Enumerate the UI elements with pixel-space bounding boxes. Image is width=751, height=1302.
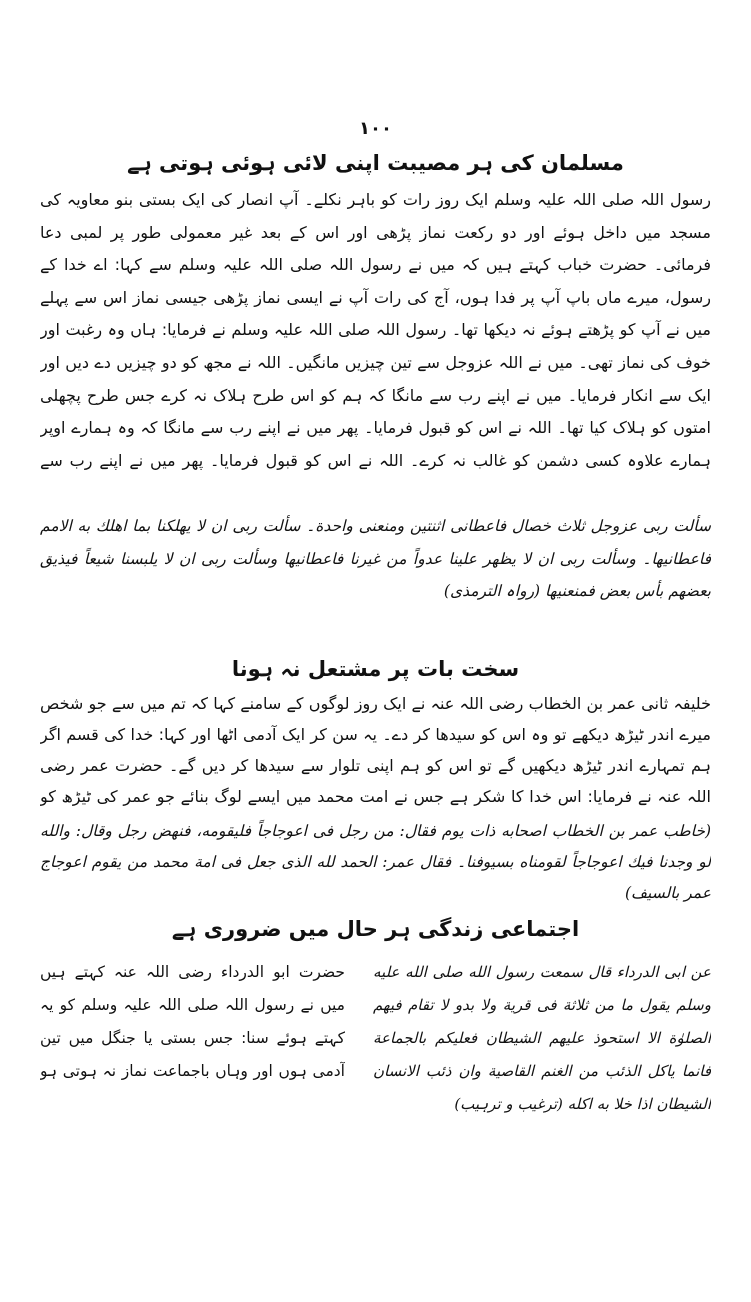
section-3-arabic-column: عن ابی الدرداء قال سمعت رسول الله صلی الله علیه وسلم یقول ما من ثلاثة فی قریة ولا بدو لا تقام فیهم الصلوٰة الا استحوذ علیهم الشیطان فعلیکم بالجماعة فانما یاکل الذئب من الغنم القاصیة وان ذئب الانسان الشیطان اذا خلا به اکله (ترغیب و ترہیب)	[373, 963, 711, 1113]
section-1-heading: مسلمان کی ہر مصیبت اپنی لائی ہوئی ہوتی ہے	[127, 151, 624, 175]
section-1-urdu-text: رسول اللہ صلی اللہ علیہ وسلم ایک روز رات کو باہر نکلے۔ آپ انصار کی ایک بستی بنو معاویہ کی مسجد میں داخل ہوئے اور دو رکعت نماز پڑھی اور اس کے بعد غیر معمولی طور پر لمبی دعا فرمائی۔ حضرت خباب کہتے ہیں کہ میں نے رسول اللہ صلی اللہ علیہ وسلم سے کہا: اے خدا کے رسول، میرے ماں باپ آپ پر فدا ہوں، آج کی رات آپ نے ایسی نماز پڑھی جیسی نماز اس سے پہلے میں نے آپ کو پڑھتے ہوئے نہ دیکھا تھا۔ رسول اللہ صلی اللہ علیہ وسلم نے فرمایا: ہاں وہ رغبت اور خوف کی نماز تھی۔ میں نے اللہ عزوجل سے تین چیزیں مانگیں۔ اللہ نے مجھ کو دو چیزیں دے دیں اور ایک سے انکار فرمایا۔ میں نے اپنے رب سے مانگا کہ ہم کو اس طرح ہلاک نہ کرے جس طرح پچھلی امتوں کو ہلاک کیا تھا۔ اللہ نے اس کو قبول فرمایا۔ پھر میں نے اپنے رب سے مانگا کہ وہ ہمارے اوپر ہمارے علاوہ کسی دشمن کو غالب نہ کرے۔ اللہ نے اس کو قبول فرمایا۔ پھر میں نے اپنے رب سے	[40, 190, 711, 470]
section-3-heading: اجتماعی زندگی ہر حال میں ضروری ہے	[171, 917, 580, 941]
section-2-urdu-text: خلیفہ ثانی عمر بن الخطاب رضی اللہ عنہ نے ایک روز لوگوں کے سامنے کہا کہ تم میں سے جو شخص میرے اندر ٹیڑھ دیکھے تو وہ اس کو سیدھا کر دے۔ یہ سن کر ایک آدمی اٹھا اور کہا: خدا کی قسم اگر ہم تمہارے اندر ٹیڑھ دیکھیں گے تو اس کو ہم اپنی تلوار سے سیدھا کر دیں گے۔ حضرت عمر رضی اللہ عنہ نے فرمایا: اس خدا کا شکر ہے جس نے امت محمد میں ایسے لوگ بنائے جو عمر کی ٹیڑھ کو	[40, 694, 711, 806]
section-2-heading: سخت بات پر مشتعل نہ ہونا	[231, 657, 520, 681]
section-2-arabic-text: (خاطب عمر بن الخطاب اصحابه ذات یوم فقال: من رجل فی اعوجاجاً فلیقومه، فنهض رجل وقال: والله لو وجدنا فیك اعوجاجاً لقومناه بسیوفنا۔ فقال عمر: الحمد لله الذی جعل فی امة محمد من یقوم اعوجاج عمر بالسیف)	[40, 822, 711, 902]
section-1-arabic-text: سألت ربی عزوجل ثلاث خصال فاعطانی اثنتین ومنعنی واحدة۔ سألت ربی ان لا یهلکنا بما اهلك به الامم فاعطانیها۔ وسألت ربی ان لا یظهر علینا عدواً من غیرنا فاعطانیها وسألت ربی ان لا یلبسنا شیعاً فیذیق بعضهم بأس بعض فمنعنیها (رواہ الترمذی)	[40, 517, 711, 601]
page-number: ١٠٠	[359, 118, 392, 139]
section-3-urdu-column: حضرت ابو الدرداء رضی اللہ عنہ کہتے ہیں میں نے رسول اللہ صلی اللہ علیہ وسلم کو یہ کہتے ہوئے سنا: جس بستی یا جنگل میں تین آدمی ہوں اور وہاں باجماعت نماز نہ ہوتی ہو	[40, 963, 345, 1080]
